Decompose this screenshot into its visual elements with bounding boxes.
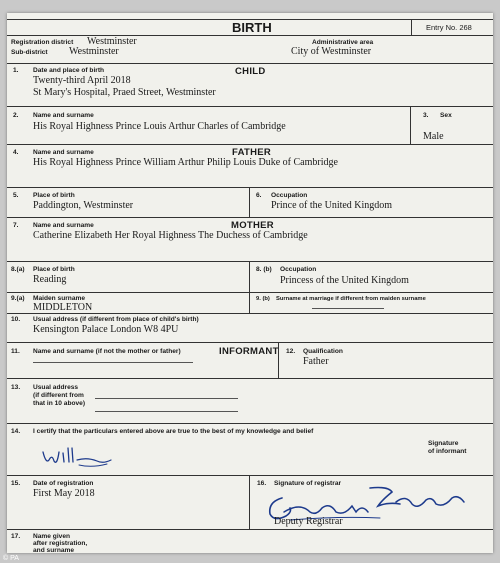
field-14-row bbox=[7, 424, 493, 476]
informant-signature-label-2: of informant bbox=[428, 448, 467, 455]
informant-address-line-2 bbox=[95, 411, 238, 412]
field-9-row bbox=[7, 293, 493, 314]
mother-name-value: Catherine Elizabeth Her Royal Highness The Duchess of Cambridge bbox=[33, 230, 308, 241]
field-2-label: Name and surname bbox=[33, 112, 94, 119]
field-17-number: 17. bbox=[11, 533, 21, 540]
field-16-number: 16. bbox=[257, 480, 267, 487]
father-heading: FATHER bbox=[232, 147, 272, 158]
field-13-label-3: that in 10 above) bbox=[33, 400, 86, 407]
field-10-number: 10. bbox=[11, 316, 21, 323]
field-9a-label: Maiden surname bbox=[33, 295, 86, 302]
field-14-label: I certify that the particulars entered above are true to the best of my knowledge and belief bbox=[33, 428, 314, 435]
subdistrict-value: Westminster bbox=[69, 46, 119, 57]
field-11-label: Name and surname (if not the mother or father) bbox=[33, 348, 181, 355]
informant-signature bbox=[37, 440, 117, 472]
field-5-label: Place of birth bbox=[33, 192, 75, 199]
child-heading: CHILD bbox=[235, 66, 266, 77]
field-14-number: 14. bbox=[11, 428, 21, 435]
title-row bbox=[7, 20, 493, 36]
field-11-12-row bbox=[7, 343, 493, 379]
field-1-row bbox=[7, 64, 493, 107]
district-label: Registration district bbox=[11, 39, 74, 46]
field-13-label-2: (if different from bbox=[33, 392, 84, 399]
qualification-value: Father bbox=[303, 356, 329, 367]
field-7-label: Name and surname bbox=[33, 222, 94, 229]
entry-number: Entry No. 268 bbox=[426, 23, 472, 32]
mother-heading: MOTHER bbox=[231, 220, 274, 231]
field-7-row bbox=[7, 218, 493, 262]
field-10-label: Usual address (if different from place of child's birth) bbox=[33, 316, 199, 323]
sex-value: Male bbox=[423, 131, 444, 142]
field-8a-number: 8.(a) bbox=[11, 266, 25, 273]
mother-occupation-cell bbox=[249, 262, 493, 292]
field-13-number: 13. bbox=[11, 384, 21, 391]
admin-area-value: City of Westminster bbox=[291, 46, 372, 57]
field-12-number: 12. bbox=[286, 348, 296, 355]
qualification-cell bbox=[278, 343, 493, 378]
field-10-row bbox=[7, 314, 493, 343]
field-4-number: 4. bbox=[13, 149, 19, 156]
district-value: Westminster bbox=[87, 36, 137, 47]
informant-address-line-1 bbox=[95, 398, 238, 399]
field-8-row bbox=[7, 262, 493, 293]
field-17-label-3: and surname bbox=[33, 547, 75, 554]
field-16-label: Signature of registrar bbox=[274, 480, 342, 487]
field-6-label: Occupation bbox=[271, 192, 308, 199]
field-15-16-row bbox=[7, 476, 493, 530]
marriage-surname-cell bbox=[249, 293, 493, 313]
field-12-label: Qualification bbox=[303, 348, 343, 355]
field-17-row bbox=[7, 530, 493, 554]
certificate-title: BIRTH bbox=[232, 20, 272, 35]
registrar-cell bbox=[249, 476, 493, 529]
field-2-number: 2. bbox=[13, 112, 19, 119]
maiden-surname-value: MIDDLETON bbox=[33, 302, 93, 313]
photo-credit-watermark: © PA bbox=[3, 555, 19, 562]
field-17-label-2: after registration, bbox=[33, 540, 88, 547]
registrar-title: Deputy Registrar bbox=[274, 516, 343, 527]
usual-address-value: Kensington Palace London W8 4PU bbox=[33, 324, 179, 335]
father-name-value: His Royal Highness Prince William Arthur Philip Louis Duke of Cambridge bbox=[33, 157, 338, 168]
field-13-label-1: Usual address bbox=[33, 384, 79, 391]
field-8a-label: Place of birth bbox=[33, 266, 75, 273]
birth-place-value: St Mary's Hospital, Praed Street, Westminster bbox=[33, 87, 216, 98]
field-9a-number: 9.(a) bbox=[11, 295, 25, 302]
subdistrict-label: Sub-district bbox=[11, 49, 48, 56]
birth-date-value: Twenty-third April 2018 bbox=[33, 75, 131, 86]
field-4-label: Name and surname bbox=[33, 149, 94, 156]
field-6-number: 6. bbox=[256, 192, 262, 199]
informant-signature-label-1: Signature bbox=[428, 440, 459, 447]
father-birthplace-value: Paddington, Westminster bbox=[33, 200, 134, 211]
field-15-number: 15. bbox=[11, 480, 21, 487]
field-7-number: 7. bbox=[13, 222, 19, 229]
field-5-6-row bbox=[7, 188, 493, 218]
field-9b-label: Surname at marriage if different from maiden surname bbox=[276, 296, 426, 302]
field-1-label: Date and place of birth bbox=[33, 67, 105, 74]
field-13-row bbox=[7, 379, 493, 424]
field-3-label: Sex bbox=[440, 112, 452, 119]
field-2-row bbox=[7, 107, 493, 145]
mother-occupation-value: Princess of the United Kingdom bbox=[280, 275, 409, 286]
informant-name-line bbox=[33, 362, 193, 363]
district-row bbox=[7, 36, 493, 64]
marriage-surname-line bbox=[312, 308, 384, 309]
certificate-form bbox=[7, 19, 493, 554]
field-8b-number: 8. (b) bbox=[256, 266, 272, 273]
registration-date-value: First May 2018 bbox=[33, 488, 95, 499]
sex-cell bbox=[410, 107, 493, 144]
field-8b-label: Occupation bbox=[280, 266, 317, 273]
mother-birthplace-value: Reading bbox=[33, 274, 67, 285]
informant-heading: INFORMANT bbox=[219, 346, 279, 357]
field-9b-number: 9. (b) bbox=[256, 296, 270, 302]
birth-certificate bbox=[7, 13, 493, 553]
field-1-number: 1. bbox=[13, 67, 19, 74]
father-occupation-value: Prince of the United Kingdom bbox=[271, 200, 393, 211]
field-4-row bbox=[7, 145, 493, 188]
admin-area-label: Administrative area bbox=[312, 39, 374, 46]
field-11-number: 11. bbox=[11, 348, 20, 355]
entry-cell bbox=[411, 20, 493, 35]
field-17-label-1: Name given bbox=[33, 533, 71, 540]
father-occupation-cell bbox=[249, 188, 493, 217]
field-15-label: Date of registration bbox=[33, 480, 94, 487]
field-5-number: 5. bbox=[13, 192, 19, 199]
field-3-number: 3. bbox=[423, 112, 429, 119]
child-name-value: His Royal Highness Prince Louis Arthur Charles of Cambridge bbox=[33, 121, 286, 132]
